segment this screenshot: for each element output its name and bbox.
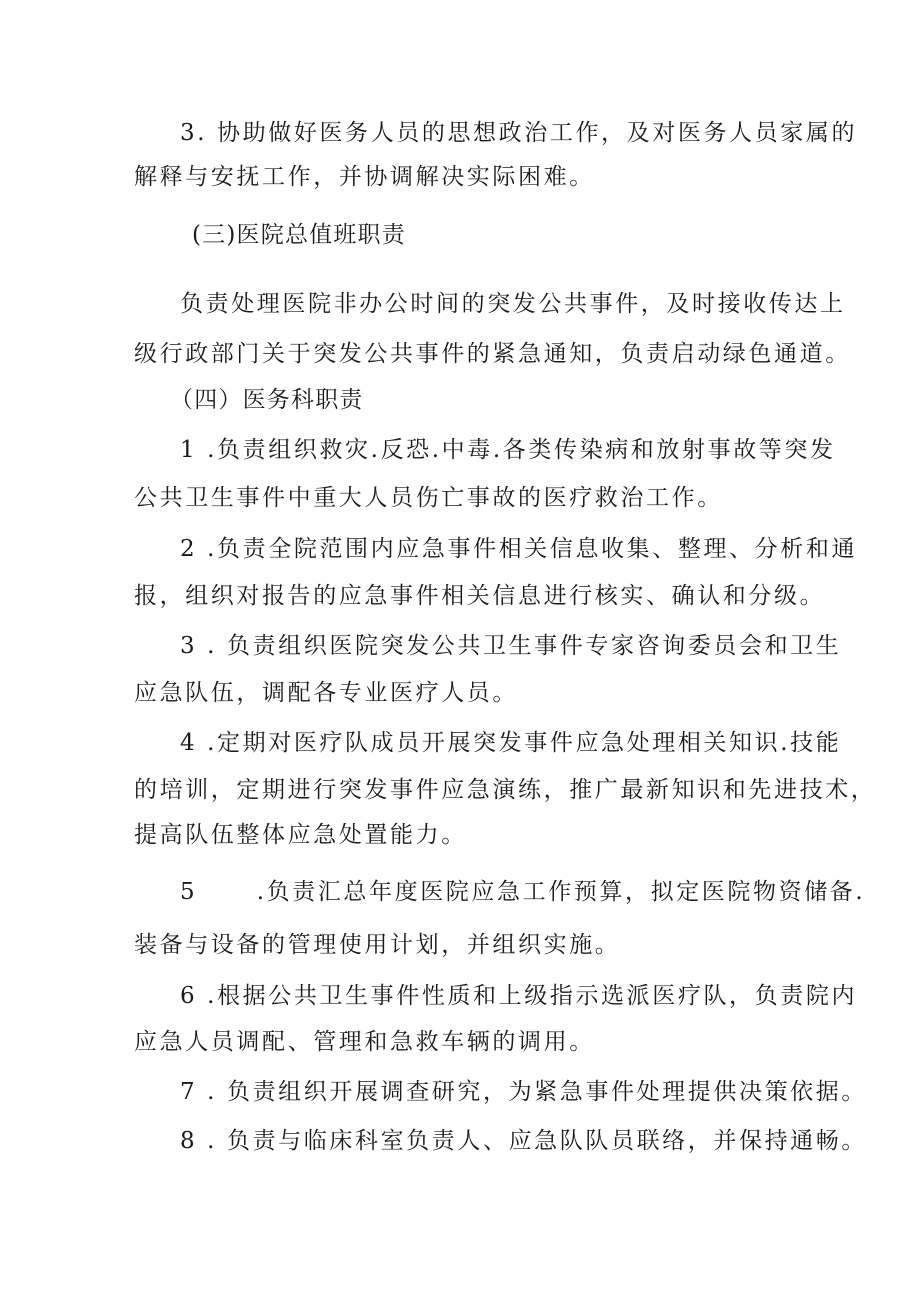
paragraph-line: 解释与安抚工作，并协调解决实际困难。 bbox=[134, 164, 595, 190]
paragraph-line: 6 .根据公共卫生事件性质和上级指示选派医疗队，负责院内 bbox=[180, 983, 858, 1009]
paragraph-line: 4 .定期对医疗队成员开展突发事件应急处理相关知识.技能 bbox=[180, 730, 842, 756]
paragraph-line: 3. 协助做好医务人员的思想政治工作，及对医务人员家属的 bbox=[180, 120, 858, 146]
paragraph-line: 负责处理医院非办公时间的突发公共事件，及时接收传达上 bbox=[180, 291, 846, 317]
paragraph-line: 级行政部门关于突发公共事件的紧急通知，负责启动绿色通道。 bbox=[134, 341, 851, 367]
paragraph-line: 8 . 负责与临床科室负责人、应急队队员联络，并保持通畅。 bbox=[180, 1128, 867, 1154]
paragraph-line: 2 .负责全院范围内应急事件相关信息收集、整理、分析和通 bbox=[180, 536, 858, 562]
paragraph-line: 1 .负责组织救灾.反恐.中毒.各类传染病和放射事故等突发 bbox=[180, 437, 836, 463]
paragraph-line: 应急人员调配、管理和急救车辆的调用。 bbox=[134, 1029, 595, 1055]
paragraph-line: 公共卫生事件中重大人员伤亡事故的医疗救治工作。 bbox=[134, 485, 723, 511]
paragraph-line: 5 .负责汇总年度医院应急工作预算，拟定医院物资储备. bbox=[180, 879, 866, 905]
paragraph-line: 提高队伍整体应急处置能力。 bbox=[134, 822, 467, 848]
section-heading: （四）医务科职责 bbox=[170, 387, 364, 413]
paragraph-line: 的培训，定期进行突发事件应急演练，推广最新知识和先进技术， bbox=[134, 777, 877, 803]
paragraph-line: 3 . 负责组织医院突发公共卫生事件专家咨询委员会和卫生 bbox=[180, 633, 842, 659]
section-heading: (三)医院总值班职责 bbox=[192, 222, 406, 248]
paragraph-line: 7 . 负责组织开展调查研究，为紧急事件处理提供决策依据。 bbox=[180, 1079, 867, 1105]
paragraph-line: 报，组织对报告的应急事件相关信息进行核实、确认和分级。 bbox=[134, 583, 826, 609]
paragraph-line: 装备与设备的管理使用计划，并组织实施。 bbox=[134, 932, 621, 958]
paragraph-line: 应急队伍，调配各专业医疗人员。 bbox=[134, 680, 518, 706]
